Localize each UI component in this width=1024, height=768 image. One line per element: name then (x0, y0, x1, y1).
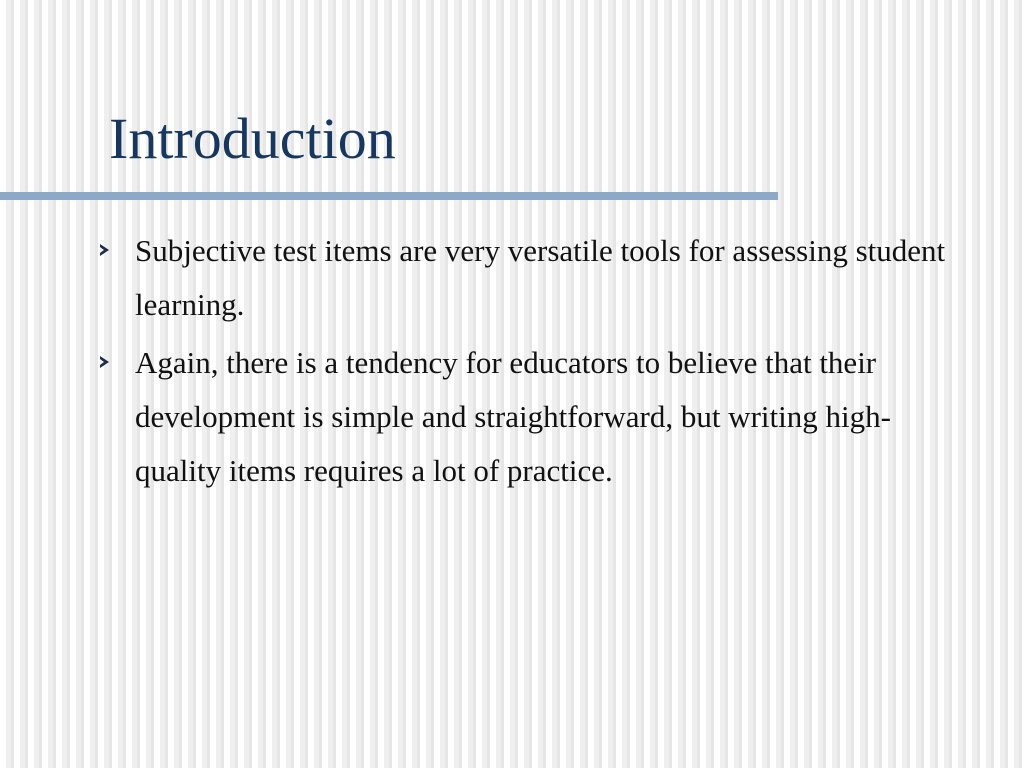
chevron-right-icon (100, 244, 109, 256)
bullet-text: Again, there is a tendency for educators to believe that their development is simple and straightforward, but writing high-quality items requires a lot of practice. (135, 345, 891, 488)
slide-title: Introduction (109, 106, 396, 171)
title-underline-rule (0, 192, 778, 200)
bullet-text: Subjective test items are very versatile tools for assessing student learning. (135, 233, 946, 322)
chevron-right-icon (100, 356, 109, 368)
bullet-item (96, 336, 976, 498)
bullet-list (96, 224, 976, 502)
bullet-item (96, 224, 976, 332)
